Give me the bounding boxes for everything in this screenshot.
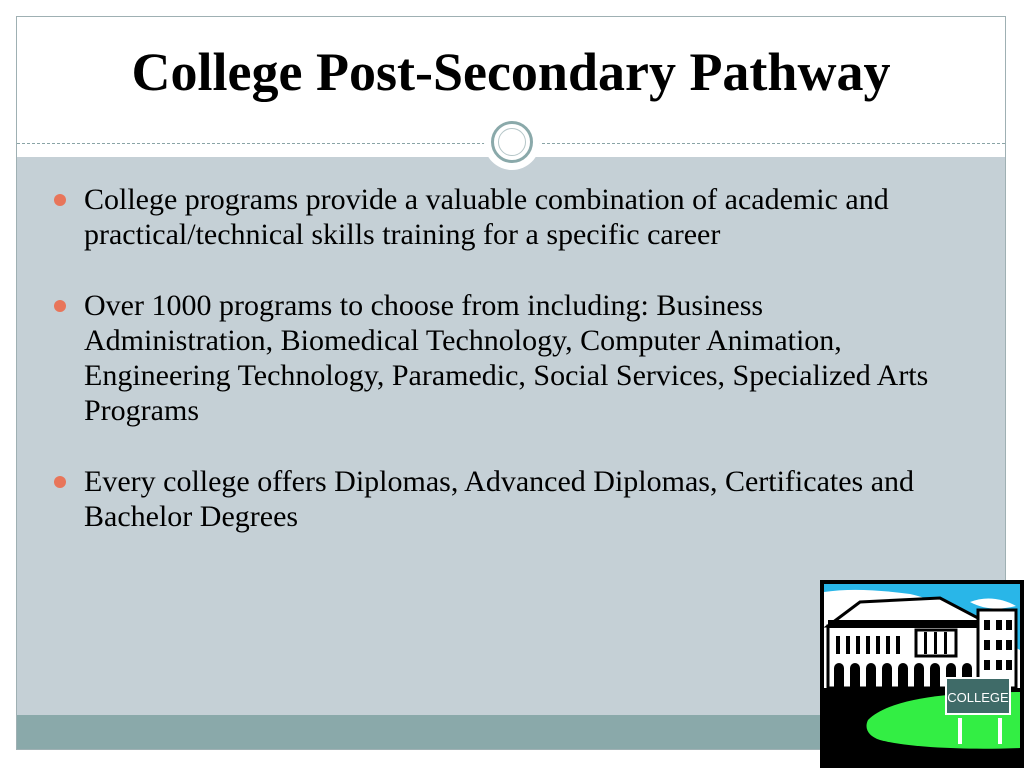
bullet-dot-icon (54, 300, 66, 312)
bullet-text: College programs provide a valuable combination of academic and practical/technical skills training for a specific career (84, 183, 889, 251)
college-building-clipart (820, 580, 1024, 768)
bullet-item (52, 464, 932, 534)
college-sign-text: COLLEGE (947, 690, 1009, 705)
bullet-text: Every college offers Diplomas, Advanced Diplomas, Certificates and Bachelor Degrees (84, 465, 915, 533)
bullet-list (52, 182, 932, 570)
circle-ornament-icon (484, 114, 540, 170)
bullet-item (52, 182, 932, 252)
bullet-dot-icon (54, 476, 66, 488)
slide-title: College Post-Secondary Pathway (131, 42, 891, 102)
bullet-dot-icon (54, 194, 66, 206)
bullet-text: Over 1000 programs to choose from including: Business Administration, Biomedical Technology, Computer Animation, Engineering Technology, Paramedic, Social Services, Specialized Arts Programs (84, 289, 929, 427)
bullet-item (52, 288, 932, 428)
